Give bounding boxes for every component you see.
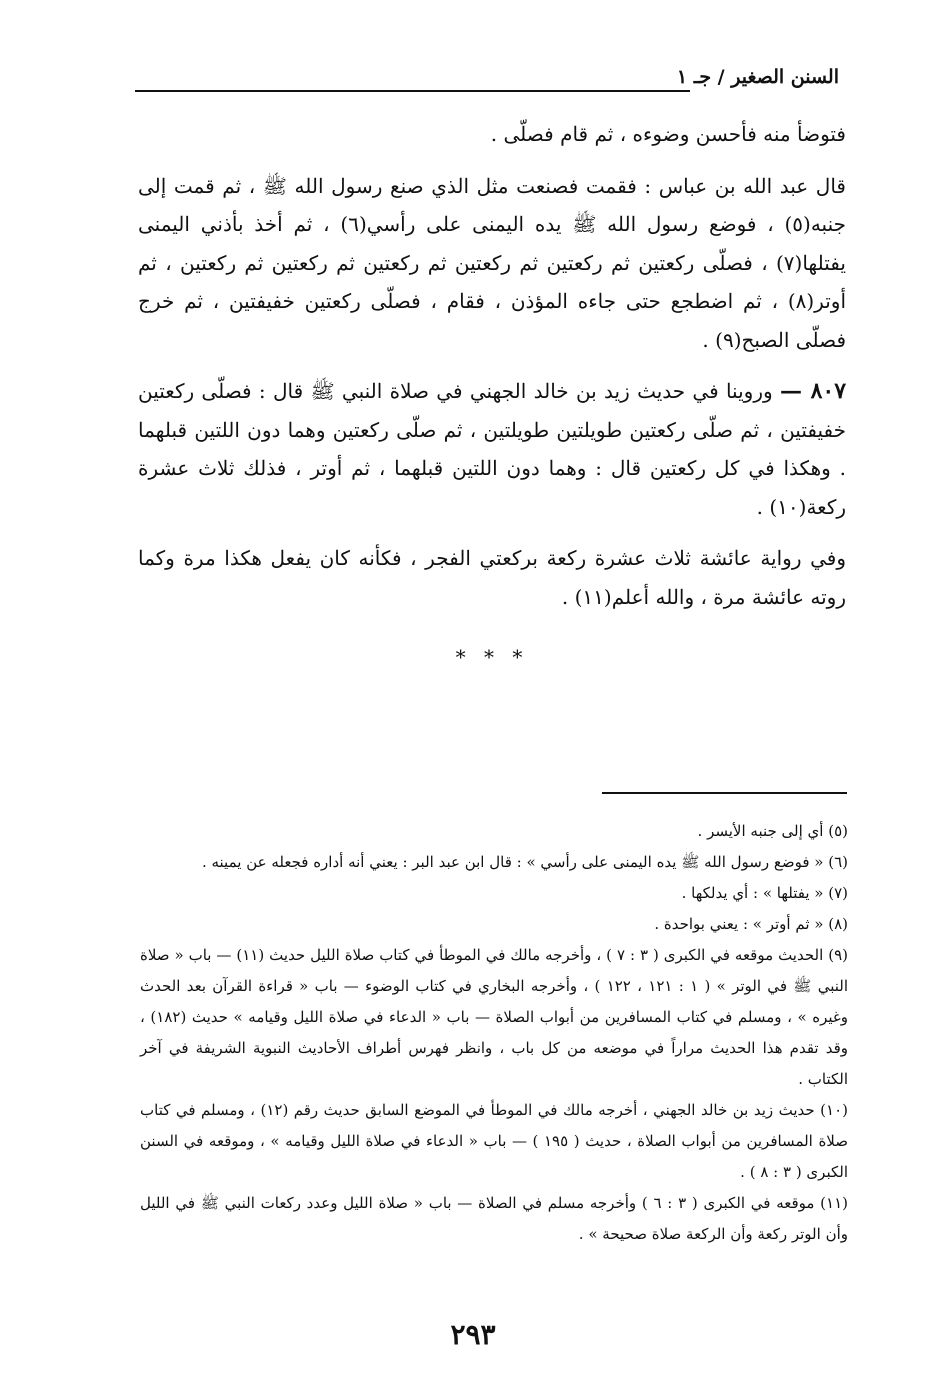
- hadith-text: وروينا في حديث زيد بن خالد الجهني في صلاة النبي ﷺ قال : فصلّى ركعتين خفيفتين ، ثم صلّى ركعتين طويلتين طويلتين ، ثم صلّى ركعتين وهما دون اللتين قبلهما . وهكذا في كل ركعتين قال : وهما دون اللتين قبلهما ، ثم أوتر ، فذلك ثلاث عشرة ركعة(١٠) .: [138, 379, 846, 519]
- page-number: ٢٩٣: [450, 1318, 496, 1351]
- footnote-8: (٨) « ثم أوتر » : يعني بواحدة .: [654, 915, 848, 933]
- running-header-title: السنن الصغير / جـ ١: [676, 66, 839, 88]
- closing-paragraph: وفي رواية عائشة ثلاث عشرة ركعة بركعتي الفجر ، فكأنه كان يفعل هكذا مرة وكما روته عائشة مرة ، والله أعلم(١١) .: [138, 546, 846, 609]
- footnotes: [140, 816, 848, 1250]
- footnote-11: (١١) موقعه في الكبرى ( ٣ : ٦ ) وأخرجه مسلم في الصلاة — باب « صلاة الليل وعدد ركعات النبي ﷺ في الليل وأن الوتر ركعة وأن الركعة صلاة صحيحة » .: [140, 1194, 848, 1243]
- running-header: [135, 66, 845, 96]
- footnote-5: (٥) أي إلى جنبه الأيسر .: [697, 822, 848, 840]
- footnote-10: (١٠) حديث زيد بن خالد الجهني ، أخرجه مالك في الموطأ في الموضع السابق حديث رقم (١٢) ، ومسلم في كتاب صلاة المسافرين من أبواب الصلاة ، حديث ( ١٩٥ ) — باب « الدعاء في صلاة الليل وقيامه » ، وموقعه في السنن الكبرى ( ٣ : ٨ ) .: [140, 1101, 849, 1181]
- paragraph-2: قال عبد الله بن عباس : فقمت فصنعت مثل الذي صنع رسول الله ﷺ ، ثم قمت إلى جنبه(٥) ، فوضع رسول الله ﷺ يده اليمنى على رأسي(٦) ، ثم أخذ بأذني اليمنى يفتلها(٧) ، فصلّى ركعتين ثم ركعتين ثم ركعتين ثم ركعتين ثم ركعتين ثم ركعتين ، ثم أوتر(٨) ، ثم اضطجع حتى جاءه المؤذن ، فقام ، فصلّى ركعتين خفيفتين ، ثم خرج فصلّى الصبح(٩) .: [138, 173, 846, 352]
- header-rule: [135, 90, 690, 92]
- paragraph-1: فتوضأ منه فأحسن وضوءه ، ثم قام فصلّى .: [490, 122, 846, 146]
- hadith-number: ٨٠٧ —: [779, 378, 847, 404]
- footnote-9: (٩) الحديث موقعه في الكبرى ( ٣ : ٧ ) ، وأخرجه مالك في الموطأ في كتاب صلاة الليل حديث (١١) — باب « صلاة النبي ﷺ في الوتر » ( ١ : ١٢١ ، ١٢٢ ) ، وأخرجه البخاري في كتاب الوضوء — باب « قراءة القرآن بعد الحدث وغيره » ، ومسلم في كتاب المسافرين من أبواب الصلاة — باب « الدعاء في صلاة الليل وقيامه » حديث (١٨٢) ، وقد تقدم هذا الحديث مراراً في موضعه من كل باب ، وانظر فهرس أطراف الأحاديث النبوية الشريفة في آخر الكتاب .: [140, 946, 848, 1088]
- hadith-paragraph: [138, 372, 846, 526]
- main-text: [138, 115, 846, 677]
- footnote-7: (٧) « يفتلها » : أي يدلكها .: [681, 884, 848, 902]
- section-separator: * * *: [455, 645, 529, 669]
- footnote-rule: [602, 792, 847, 794]
- footnote-6: (٦) « فوضع رسول الله ﷺ يده اليمنى على رأسي » : قال ابن عبد البر : يعني أنه أداره فجعله عن يمينه .: [201, 853, 848, 871]
